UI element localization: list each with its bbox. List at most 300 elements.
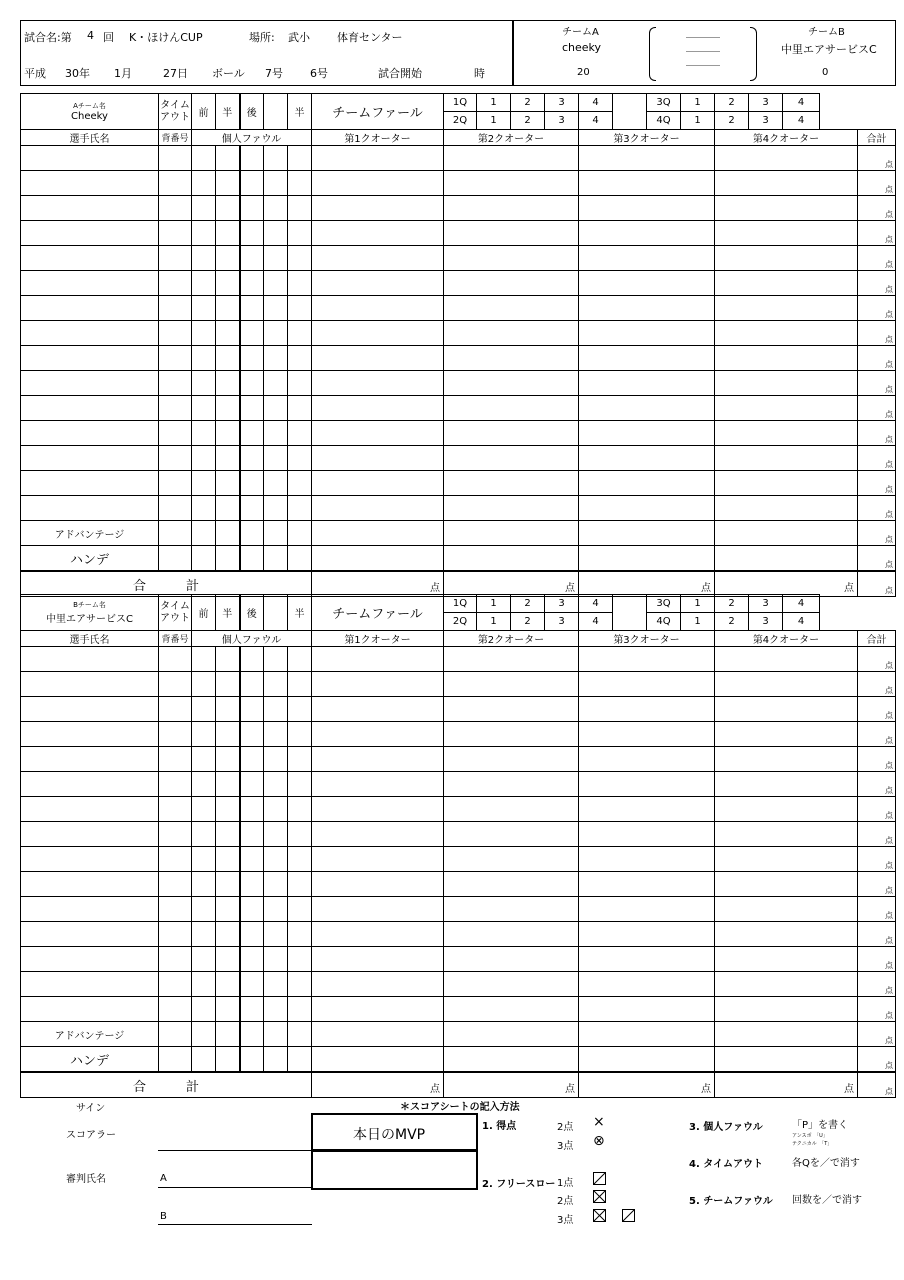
q1-foul-1[interactable]: 1 xyxy=(477,595,511,613)
quarter3-score-cell[interactable] xyxy=(579,546,715,572)
quarter1-score-cell[interactable] xyxy=(312,797,444,822)
quarter3-score-cell[interactable] xyxy=(579,221,715,246)
referee-a-line[interactable] xyxy=(158,1187,312,1188)
personal-foul-cell[interactable] xyxy=(192,221,216,246)
player-name-cell[interactable] xyxy=(21,346,159,371)
personal-foul-cell[interactable] xyxy=(240,822,264,847)
quarter3-sum[interactable] xyxy=(579,571,715,597)
total-cell[interactable] xyxy=(858,396,896,421)
player-name-cell[interactable] xyxy=(21,997,159,1022)
quarter4-score-cell[interactable] xyxy=(715,396,858,421)
quarter4-score-cell[interactable] xyxy=(715,221,858,246)
personal-foul-cell[interactable] xyxy=(288,747,312,772)
player-name-cell[interactable]: ハンデ xyxy=(21,546,159,572)
quarter1-score-cell[interactable] xyxy=(312,997,444,1022)
grand-total-cell[interactable] xyxy=(858,1072,896,1098)
personal-foul-cell[interactable] xyxy=(192,722,216,747)
personal-foul-cell[interactable] xyxy=(288,446,312,471)
quarter2-score-cell[interactable] xyxy=(444,1022,579,1047)
player-name-cell[interactable] xyxy=(21,872,159,897)
personal-foul-cell[interactable] xyxy=(216,847,240,872)
quarter3-score-cell[interactable] xyxy=(579,747,715,772)
number-cell[interactable] xyxy=(159,446,192,471)
quarter2-score-cell[interactable] xyxy=(444,947,579,972)
total-cell[interactable] xyxy=(858,371,896,396)
q1-foul-3[interactable]: 3 xyxy=(545,94,579,112)
quarter2-score-cell[interactable] xyxy=(444,446,579,471)
quarter4-score-cell[interactable] xyxy=(715,171,858,196)
personal-foul-cell[interactable] xyxy=(216,421,240,446)
quarter2-score-cell[interactable] xyxy=(444,346,579,371)
personal-foul-cell[interactable] xyxy=(216,171,240,196)
player-name-cell[interactable] xyxy=(21,146,159,171)
q1-foul-4[interactable]: 4 xyxy=(579,94,613,112)
personal-foul-cell[interactable] xyxy=(288,997,312,1022)
player-name-cell[interactable] xyxy=(21,922,159,947)
personal-foul-cell[interactable] xyxy=(288,1022,312,1047)
number-cell[interactable] xyxy=(159,421,192,446)
number-cell[interactable] xyxy=(159,196,192,221)
personal-foul-cell[interactable] xyxy=(192,171,216,196)
q2-foul-4[interactable]: 4 xyxy=(579,613,613,631)
quarter1-score-cell[interactable] xyxy=(312,922,444,947)
personal-foul-cell[interactable] xyxy=(216,972,240,997)
personal-foul-cell[interactable] xyxy=(240,221,264,246)
personal-foul-cell[interactable] xyxy=(264,521,288,546)
personal-foul-cell[interactable] xyxy=(288,972,312,997)
quarter4-score-cell[interactable] xyxy=(715,546,858,572)
quarter4-score-cell[interactable] xyxy=(715,647,858,672)
personal-foul-cell[interactable] xyxy=(288,1047,312,1073)
quarter1-score-cell[interactable] xyxy=(312,446,444,471)
quarter4-score-cell[interactable] xyxy=(715,246,858,271)
personal-foul-cell[interactable] xyxy=(240,496,264,521)
q3-foul-3[interactable]: 3 xyxy=(749,595,783,613)
total-cell[interactable] xyxy=(858,897,896,922)
personal-foul-cell[interactable] xyxy=(288,822,312,847)
quarter3-score-cell[interactable] xyxy=(579,246,715,271)
personal-foul-cell[interactable] xyxy=(240,346,264,371)
q1-foul-2[interactable]: 2 xyxy=(511,94,545,112)
q2-foul-4[interactable]: 4 xyxy=(579,112,613,130)
q4-foul-3[interactable]: 3 xyxy=(749,613,783,631)
total-cell[interactable] xyxy=(858,471,896,496)
quarter3-score-cell[interactable] xyxy=(579,521,715,546)
quarter4-sum[interactable] xyxy=(715,1072,858,1098)
q3-foul-1[interactable]: 1 xyxy=(681,94,715,112)
quarter3-score-cell[interactable] xyxy=(579,972,715,997)
total-cell[interactable] xyxy=(858,772,896,797)
player-name-cell[interactable] xyxy=(21,371,159,396)
personal-foul-cell[interactable] xyxy=(192,246,216,271)
quarter2-sum[interactable] xyxy=(444,1072,579,1098)
quarter1-score-cell[interactable] xyxy=(312,171,444,196)
total-cell[interactable] xyxy=(858,446,896,471)
personal-foul-cell[interactable] xyxy=(192,371,216,396)
player-name-cell[interactable] xyxy=(21,396,159,421)
quarter4-score-cell[interactable] xyxy=(715,747,858,772)
personal-foul-cell[interactable] xyxy=(216,146,240,171)
personal-foul-cell[interactable] xyxy=(192,1022,216,1047)
number-cell[interactable] xyxy=(159,496,192,521)
personal-foul-cell[interactable] xyxy=(216,371,240,396)
total-cell[interactable] xyxy=(858,246,896,271)
personal-foul-cell[interactable] xyxy=(264,772,288,797)
quarter4-score-cell[interactable] xyxy=(715,1047,858,1073)
personal-foul-cell[interactable] xyxy=(192,196,216,221)
personal-foul-cell[interactable] xyxy=(192,296,216,321)
player-name-cell[interactable] xyxy=(21,672,159,697)
personal-foul-cell[interactable] xyxy=(240,446,264,471)
quarter1-sum[interactable] xyxy=(312,571,444,597)
quarter3-score-cell[interactable] xyxy=(579,847,715,872)
personal-foul-cell[interactable] xyxy=(240,697,264,722)
personal-foul-cell[interactable] xyxy=(264,196,288,221)
personal-foul-cell[interactable] xyxy=(264,421,288,446)
number-cell[interactable] xyxy=(159,847,192,872)
quarter3-score-cell[interactable] xyxy=(579,822,715,847)
q1-foul-4[interactable]: 4 xyxy=(579,595,613,613)
personal-foul-cell[interactable] xyxy=(264,672,288,697)
personal-foul-cell[interactable] xyxy=(216,822,240,847)
quarter3-score-cell[interactable] xyxy=(579,722,715,747)
quarter3-score-cell[interactable] xyxy=(579,922,715,947)
personal-foul-cell[interactable] xyxy=(264,1022,288,1047)
quarter3-score-cell[interactable] xyxy=(579,396,715,421)
quarter2-score-cell[interactable] xyxy=(444,722,579,747)
personal-foul-cell[interactable] xyxy=(288,196,312,221)
personal-foul-cell[interactable] xyxy=(192,797,216,822)
player-name-cell[interactable] xyxy=(21,647,159,672)
personal-foul-cell[interactable] xyxy=(288,171,312,196)
q3-foul-3[interactable]: 3 xyxy=(749,94,783,112)
q2-foul-1[interactable]: 1 xyxy=(477,613,511,631)
number-cell[interactable] xyxy=(159,471,192,496)
personal-foul-cell[interactable] xyxy=(192,872,216,897)
personal-foul-cell[interactable] xyxy=(240,371,264,396)
personal-foul-cell[interactable] xyxy=(192,521,216,546)
player-name-cell[interactable] xyxy=(21,196,159,221)
personal-foul-cell[interactable] xyxy=(216,797,240,822)
personal-foul-cell[interactable] xyxy=(264,747,288,772)
personal-foul-cell[interactable] xyxy=(264,496,288,521)
quarter1-score-cell[interactable] xyxy=(312,271,444,296)
quarter2-score-cell[interactable] xyxy=(444,822,579,847)
q2-foul-2[interactable]: 2 xyxy=(511,613,545,631)
referee-b-line[interactable] xyxy=(158,1224,312,1225)
personal-foul-cell[interactable] xyxy=(240,922,264,947)
personal-foul-cell[interactable] xyxy=(264,897,288,922)
q4-foul-3[interactable]: 3 xyxy=(749,112,783,130)
personal-foul-cell[interactable] xyxy=(192,446,216,471)
mvp-entry-box[interactable] xyxy=(311,1150,478,1190)
personal-foul-cell[interactable] xyxy=(240,146,264,171)
personal-foul-cell[interactable] xyxy=(192,647,216,672)
player-name-cell[interactable] xyxy=(21,747,159,772)
personal-foul-cell[interactable] xyxy=(240,722,264,747)
personal-foul-cell[interactable] xyxy=(240,847,264,872)
total-cell[interactable] xyxy=(858,521,896,546)
quarter3-score-cell[interactable] xyxy=(579,271,715,296)
total-cell[interactable] xyxy=(858,1022,896,1047)
quarter1-score-cell[interactable] xyxy=(312,471,444,496)
quarter3-score-cell[interactable] xyxy=(579,196,715,221)
personal-foul-cell[interactable] xyxy=(240,972,264,997)
quarter3-score-cell[interactable] xyxy=(579,872,715,897)
quarter4-score-cell[interactable] xyxy=(715,772,858,797)
player-name-cell[interactable] xyxy=(21,797,159,822)
personal-foul-cell[interactable] xyxy=(240,872,264,897)
total-cell[interactable] xyxy=(858,997,896,1022)
scorer-line[interactable] xyxy=(158,1150,312,1151)
personal-foul-cell[interactable] xyxy=(288,722,312,747)
number-cell[interactable] xyxy=(159,321,192,346)
number-cell[interactable] xyxy=(159,171,192,196)
total-cell[interactable] xyxy=(858,647,896,672)
quarter2-score-cell[interactable] xyxy=(444,997,579,1022)
quarter4-score-cell[interactable] xyxy=(715,922,858,947)
total-cell[interactable] xyxy=(858,496,896,521)
personal-foul-cell[interactable] xyxy=(264,972,288,997)
quarter4-score-cell[interactable] xyxy=(715,897,858,922)
quarter3-sum[interactable] xyxy=(579,1072,715,1098)
personal-foul-cell[interactable] xyxy=(288,672,312,697)
personal-foul-cell[interactable] xyxy=(240,672,264,697)
q1-foul-3[interactable]: 3 xyxy=(545,595,579,613)
number-cell[interactable] xyxy=(159,722,192,747)
quarter2-score-cell[interactable] xyxy=(444,196,579,221)
personal-foul-cell[interactable] xyxy=(264,146,288,171)
personal-foul-cell[interactable] xyxy=(264,847,288,872)
number-cell[interactable] xyxy=(159,997,192,1022)
personal-foul-cell[interactable] xyxy=(240,471,264,496)
personal-foul-cell[interactable] xyxy=(192,321,216,346)
personal-foul-cell[interactable] xyxy=(264,171,288,196)
quarter1-score-cell[interactable] xyxy=(312,847,444,872)
number-cell[interactable] xyxy=(159,521,192,546)
number-cell[interactable] xyxy=(159,1022,192,1047)
quarter4-score-cell[interactable] xyxy=(715,697,858,722)
quarter1-score-cell[interactable] xyxy=(312,672,444,697)
quarter1-score-cell[interactable] xyxy=(312,196,444,221)
total-cell[interactable] xyxy=(858,972,896,997)
personal-foul-cell[interactable] xyxy=(288,947,312,972)
q2-foul-3[interactable]: 3 xyxy=(545,112,579,130)
quarter1-score-cell[interactable] xyxy=(312,947,444,972)
personal-foul-cell[interactable] xyxy=(192,847,216,872)
total-cell[interactable] xyxy=(858,797,896,822)
personal-foul-cell[interactable] xyxy=(240,321,264,346)
personal-foul-cell[interactable] xyxy=(240,196,264,221)
personal-foul-cell[interactable] xyxy=(264,321,288,346)
quarter2-score-cell[interactable] xyxy=(444,271,579,296)
quarter2-score-cell[interactable] xyxy=(444,146,579,171)
personal-foul-cell[interactable] xyxy=(192,897,216,922)
number-cell[interactable] xyxy=(159,772,192,797)
quarter4-score-cell[interactable] xyxy=(715,672,858,697)
personal-foul-cell[interactable] xyxy=(288,396,312,421)
quarter2-score-cell[interactable] xyxy=(444,847,579,872)
q4-foul-1[interactable]: 1 xyxy=(681,112,715,130)
personal-foul-cell[interactable] xyxy=(240,296,264,321)
personal-foul-cell[interactable] xyxy=(216,922,240,947)
personal-foul-cell[interactable] xyxy=(288,897,312,922)
quarter2-score-cell[interactable] xyxy=(444,747,579,772)
quarter3-score-cell[interactable] xyxy=(579,947,715,972)
personal-foul-cell[interactable] xyxy=(216,271,240,296)
quarter3-score-cell[interactable] xyxy=(579,1022,715,1047)
player-name-cell[interactable]: ハンデ xyxy=(21,1047,159,1073)
quarter2-score-cell[interactable] xyxy=(444,872,579,897)
total-cell[interactable] xyxy=(858,346,896,371)
quarter1-score-cell[interactable] xyxy=(312,521,444,546)
personal-foul-cell[interactable] xyxy=(288,872,312,897)
q2-foul-3[interactable]: 3 xyxy=(545,613,579,631)
quarter1-score-cell[interactable] xyxy=(312,421,444,446)
q3-foul-4[interactable]: 4 xyxy=(783,595,820,613)
personal-foul-cell[interactable] xyxy=(288,471,312,496)
personal-foul-cell[interactable] xyxy=(288,647,312,672)
total-cell[interactable] xyxy=(858,822,896,847)
personal-foul-cell[interactable] xyxy=(240,997,264,1022)
personal-foul-cell[interactable] xyxy=(192,697,216,722)
total-cell[interactable] xyxy=(858,546,896,572)
quarter2-score-cell[interactable] xyxy=(444,922,579,947)
quarter2-score-cell[interactable] xyxy=(444,171,579,196)
quarter3-score-cell[interactable] xyxy=(579,772,715,797)
personal-foul-cell[interactable] xyxy=(264,471,288,496)
player-name-cell[interactable] xyxy=(21,271,159,296)
personal-foul-cell[interactable] xyxy=(216,672,240,697)
personal-foul-cell[interactable] xyxy=(240,396,264,421)
player-name-cell[interactable] xyxy=(21,246,159,271)
quarter1-score-cell[interactable] xyxy=(312,972,444,997)
personal-foul-cell[interactable] xyxy=(216,471,240,496)
quarter4-score-cell[interactable] xyxy=(715,947,858,972)
personal-foul-cell[interactable] xyxy=(264,872,288,897)
quarter3-score-cell[interactable] xyxy=(579,446,715,471)
personal-foul-cell[interactable] xyxy=(240,772,264,797)
timeout-blank[interactable] xyxy=(264,595,288,631)
quarter1-score-cell[interactable] xyxy=(312,722,444,747)
personal-foul-cell[interactable] xyxy=(240,171,264,196)
personal-foul-cell[interactable] xyxy=(264,647,288,672)
personal-foul-cell[interactable] xyxy=(264,722,288,747)
quarter2-score-cell[interactable] xyxy=(444,897,579,922)
player-name-cell[interactable] xyxy=(21,321,159,346)
quarter4-score-cell[interactable] xyxy=(715,1022,858,1047)
total-cell[interactable] xyxy=(858,847,896,872)
number-cell[interactable] xyxy=(159,797,192,822)
player-name-cell[interactable]: アドバンテージ xyxy=(21,1022,159,1047)
quarter1-score-cell[interactable] xyxy=(312,1022,444,1047)
total-cell[interactable] xyxy=(858,747,896,772)
quarter2-score-cell[interactable] xyxy=(444,546,579,572)
personal-foul-cell[interactable] xyxy=(216,947,240,972)
quarter2-score-cell[interactable] xyxy=(444,221,579,246)
quarter3-score-cell[interactable] xyxy=(579,997,715,1022)
quarter3-score-cell[interactable] xyxy=(579,1047,715,1073)
quarter1-score-cell[interactable] xyxy=(312,546,444,572)
player-name-cell[interactable] xyxy=(21,772,159,797)
personal-foul-cell[interactable] xyxy=(192,396,216,421)
personal-foul-cell[interactable] xyxy=(216,722,240,747)
number-cell[interactable] xyxy=(159,396,192,421)
personal-foul-cell[interactable] xyxy=(288,321,312,346)
quarter1-score-cell[interactable] xyxy=(312,872,444,897)
personal-foul-cell[interactable] xyxy=(264,947,288,972)
number-cell[interactable] xyxy=(159,947,192,972)
personal-foul-cell[interactable] xyxy=(240,521,264,546)
personal-foul-cell[interactable] xyxy=(216,446,240,471)
total-cell[interactable] xyxy=(858,722,896,747)
quarter1-score-cell[interactable] xyxy=(312,396,444,421)
personal-foul-cell[interactable] xyxy=(192,471,216,496)
personal-foul-cell[interactable] xyxy=(216,1022,240,1047)
total-cell[interactable] xyxy=(858,221,896,246)
personal-foul-cell[interactable] xyxy=(288,421,312,446)
player-name-cell[interactable] xyxy=(21,471,159,496)
quarter3-score-cell[interactable] xyxy=(579,797,715,822)
personal-foul-cell[interactable] xyxy=(192,997,216,1022)
q2-foul-1[interactable]: 1 xyxy=(477,112,511,130)
personal-foul-cell[interactable] xyxy=(192,421,216,446)
quarter4-score-cell[interactable] xyxy=(715,146,858,171)
quarter2-score-cell[interactable] xyxy=(444,1047,579,1073)
number-cell[interactable] xyxy=(159,747,192,772)
number-cell[interactable] xyxy=(159,922,192,947)
quarter2-score-cell[interactable] xyxy=(444,521,579,546)
personal-foul-cell[interactable] xyxy=(216,521,240,546)
quarter4-score-cell[interactable] xyxy=(715,421,858,446)
quarter2-score-cell[interactable] xyxy=(444,321,579,346)
quarter3-score-cell[interactable] xyxy=(579,346,715,371)
quarter2-score-cell[interactable] xyxy=(444,797,579,822)
player-name-cell[interactable] xyxy=(21,421,159,446)
quarter1-score-cell[interactable] xyxy=(312,496,444,521)
quarter1-score-cell[interactable] xyxy=(312,296,444,321)
personal-foul-cell[interactable] xyxy=(216,647,240,672)
q1-foul-1[interactable]: 1 xyxy=(477,94,511,112)
player-name-cell[interactable] xyxy=(21,296,159,321)
personal-foul-cell[interactable] xyxy=(288,847,312,872)
quarter3-score-cell[interactable] xyxy=(579,371,715,396)
number-cell[interactable] xyxy=(159,246,192,271)
personal-foul-cell[interactable] xyxy=(192,922,216,947)
quarter4-score-cell[interactable] xyxy=(715,496,858,521)
number-cell[interactable] xyxy=(159,221,192,246)
q4-foul-2[interactable]: 2 xyxy=(715,112,749,130)
personal-foul-cell[interactable] xyxy=(240,747,264,772)
personal-foul-cell[interactable] xyxy=(216,872,240,897)
quarter4-sum[interactable] xyxy=(715,571,858,597)
quarter2-score-cell[interactable] xyxy=(444,471,579,496)
personal-foul-cell[interactable] xyxy=(240,947,264,972)
personal-foul-cell[interactable] xyxy=(216,697,240,722)
personal-foul-cell[interactable] xyxy=(288,346,312,371)
number-cell[interactable] xyxy=(159,672,192,697)
personal-foul-cell[interactable] xyxy=(216,897,240,922)
personal-foul-cell[interactable] xyxy=(240,546,264,572)
quarter1-score-cell[interactable] xyxy=(312,321,444,346)
personal-foul-cell[interactable] xyxy=(192,747,216,772)
q3-foul-4[interactable]: 4 xyxy=(783,94,820,112)
personal-foul-cell[interactable] xyxy=(288,221,312,246)
quarter1-sum[interactable] xyxy=(312,1072,444,1098)
number-cell[interactable] xyxy=(159,647,192,672)
quarter4-score-cell[interactable] xyxy=(715,371,858,396)
number-cell[interactable] xyxy=(159,546,192,572)
